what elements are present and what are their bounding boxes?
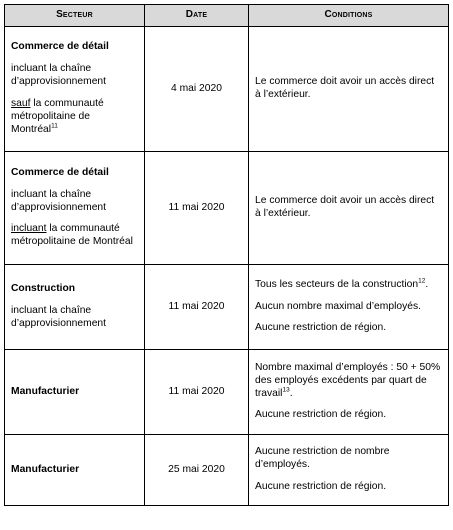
sector-qualifier	[11, 223, 138, 249]
qualifier-keyword: sauf	[11, 98, 31, 109]
footnote-ref: 13	[282, 386, 290, 394]
table-row	[5, 27, 449, 152]
condition-text: Aucun nombre maximal d’employés.	[255, 300, 421, 312]
header-sector: Secteur	[5, 5, 145, 27]
date-cell: 4 mai 2020	[145, 27, 249, 152]
sector-cell	[5, 265, 145, 350]
table-row	[5, 152, 449, 265]
header-conditions: Conditions	[249, 5, 449, 27]
condition-text: Aucune restriction de région.	[255, 322, 387, 334]
table-row	[5, 265, 449, 350]
sector-name: Construction	[11, 283, 76, 295]
header-row	[5, 5, 449, 27]
footnote-ref: 11	[51, 122, 58, 130]
footnote-ref: 12	[418, 277, 426, 285]
condition-text: Le commerce doit avoir un accès direct à l’extérieur.	[255, 195, 435, 219]
date-cell: 11 mai 2020	[145, 350, 249, 435]
condition-text: Aucune restriction de région.	[255, 480, 387, 492]
condition-text: Nombre maximal d’employés : 50 + 50% des employés excédents par quart de travail$^{13}$.	[255, 361, 441, 399]
condition-text: Le commerce doit avoir un accès direct à l’extérieur.	[255, 76, 435, 100]
date-cell: 11 mai 2020	[145, 265, 249, 350]
conditions-cell	[249, 27, 449, 152]
header-date: Date	[145, 5, 249, 27]
sector-qualifier	[11, 98, 138, 137]
condition-text: Tous les secteurs de la construction$^{12}$.	[255, 277, 429, 290]
sector-cell	[5, 27, 145, 152]
sector-cell	[5, 350, 145, 435]
sector-name: Commerce de détail	[11, 41, 109, 53]
table-row	[5, 435, 449, 506]
sector-reopening-table	[4, 4, 449, 506]
condition-text: Aucune restriction de région.	[255, 409, 387, 421]
table-row	[5, 350, 449, 435]
conditions-cell	[249, 152, 449, 265]
sector-detail: incluant la chaîne d’approvisionnement	[11, 305, 107, 329]
condition-text: Aucune restriction de nombre d’employés.	[255, 446, 390, 471]
conditions-cell	[249, 265, 449, 350]
deconfinement-table-container	[4, 4, 449, 506]
qualifier-text: la communauté métropolitaine de Montréal	[11, 223, 133, 248]
sector-cell	[5, 435, 145, 506]
sector-detail: incluant la chaîne d’approvisionnement	[11, 188, 107, 213]
sector-name: Manufacturier	[11, 463, 80, 475]
sector-name: Manufacturier	[11, 385, 80, 397]
date-cell: 25 mai 2020	[145, 435, 249, 506]
sector-cell	[5, 152, 145, 265]
date-cell: 11 mai 2020	[145, 152, 249, 265]
conditions-cell	[249, 435, 449, 506]
sector-detail: incluant la chaîne d’approvisionnement	[11, 63, 107, 88]
qualifier-text: la communauté métropolitaine de Montréal	[11, 98, 104, 135]
qualifier-keyword: incluant	[11, 223, 47, 235]
sector-name: Commerce de détail	[11, 166, 109, 178]
conditions-cell	[249, 350, 449, 435]
